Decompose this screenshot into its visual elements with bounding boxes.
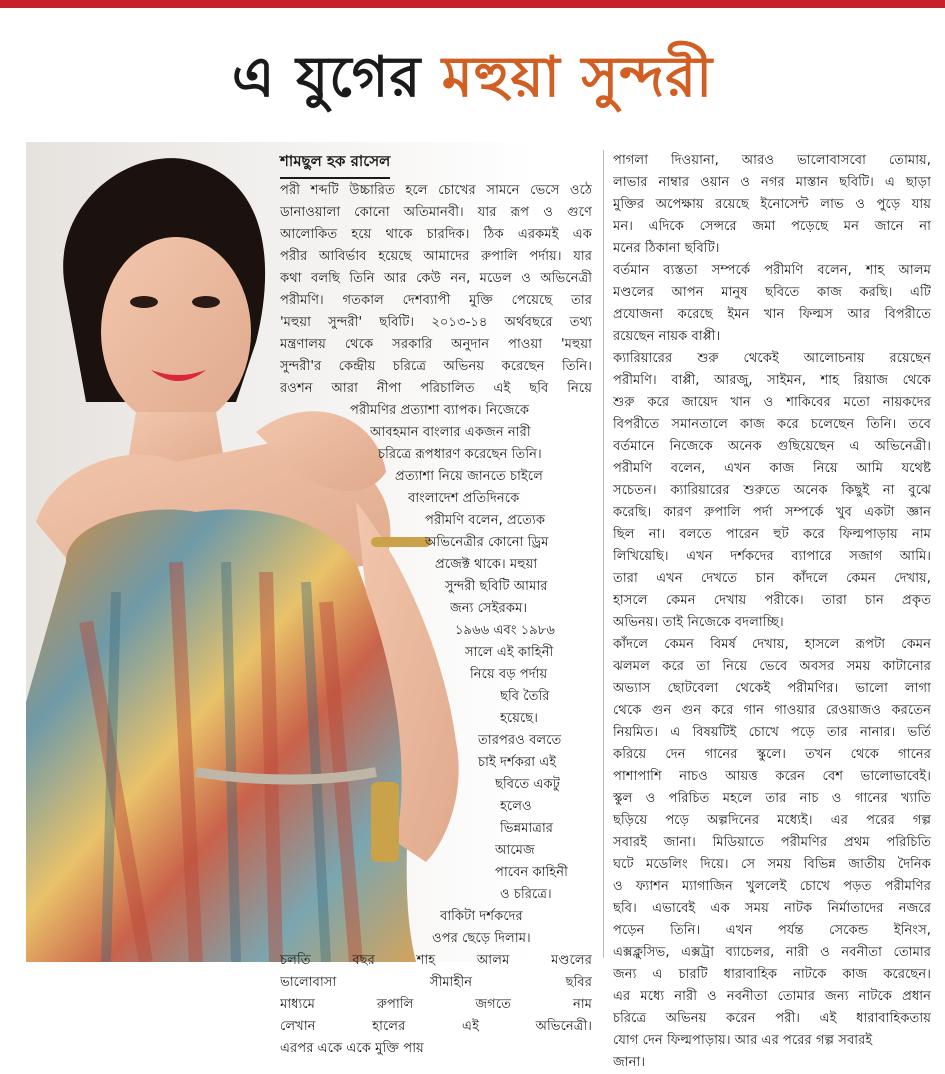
column-2-line: যোগ দেন ফিল্মপাড়ায়। আর এর পরের গল্প সবারই (613, 1033, 873, 1048)
column-1-line: ছবিতে একটু (495, 777, 560, 792)
article-column-1 (280, 180, 592, 1060)
column-2-line: পরীমণি বলেন, এখন কাজ নিয়ে আমি যথেষ্ট (613, 461, 931, 476)
column-1-line: তারপরও বলতে (478, 733, 562, 748)
column-1-line: ভালোবাসা সীমাহীন ছবির (280, 975, 592, 990)
byline: শামছুল হক রাসেল (280, 150, 390, 179)
column-1-line: পরী শব্দটি উচ্চারিত হলে চোখের সামনে ভেসে ওঠে (280, 183, 592, 198)
column-1-line: প্রজেক্ট থাকে। মহুয়া (435, 557, 538, 572)
column-1-line: মন্ত্রণালয় থেকে সরকারি অনুদান পাওয়া 'মহুয়া (280, 337, 592, 352)
column-1-line: আলোকিত হয়ে থাকে চারদিক। ঠিক এরকমই এক (280, 227, 592, 242)
column-2-line: রয়েছেন নায়ক বাপ্পী। (613, 329, 721, 344)
column-1-line: হয়েছে। (500, 711, 539, 726)
column-2-line: মন। এদিকে সেন্সরে জমা পড়েছে মন জানে না (613, 219, 931, 234)
headline-part-2: মহুয়া সুন্দরী (441, 45, 714, 110)
column-2-line: ছবি। এভাবেই এক সময় নাটক নির্মাতাদের নজরে (613, 901, 931, 916)
column-1-line: আমেজ (495, 843, 535, 858)
column-2-line: ছড়িয়ে পড়ে অল্পদিনের মধ্যেই। এর পরের গল্প (613, 813, 931, 828)
column-1-line: 'মহুয়া সুন্দরী' ছবিটি। ২০১৩-১৪ অর্থবছরে তথ্য (280, 315, 592, 330)
column-2-line: ক্যারিয়ারের শুরু থেকেই আলোচনায় রয়েছেন (613, 351, 931, 366)
column-2-line: প্রযোজনা করেছে ইমন খান ফিল্মস আর বিপরীতে (613, 307, 931, 322)
column-2-line: অভ্যাস ছোটবেলা থেকেই পরীমণির। ভালো লাগা (613, 681, 931, 696)
column-2-line: পড়েন তিনি। এখন পর্যন্ত সেকেন্ড ইনিংস, (613, 923, 931, 938)
top-color-bar (0, 0, 945, 8)
column-2-line: মণ্ডলের আপন মানুষ ছবিতে কাজ করছি। এটি (613, 285, 931, 300)
column-2-line: জানা। (613, 1055, 646, 1070)
column-1-line: মাধ্যমে রুপালি জগতে নাম (280, 997, 592, 1012)
column-1-line: প্রত্যাশা নিয়ে জানতে চাইলে (395, 469, 543, 484)
column-2-line: থেকে গুন গুন করে গান গাওয়ার রেওয়াজও করতেন (613, 703, 931, 718)
column-2-line: পরীমণি। বাপ্পী, আরজু, সাইমন, শাহ রিয়াজ থেকে (613, 373, 931, 388)
column-1-line: পাবেন কাহিনী (495, 865, 568, 880)
column-2-line: মনের ঠিকানা ছবিটি। (613, 241, 720, 256)
column-divider (603, 150, 604, 958)
column-2-line: এক্সক্লুসিভ, এক্সট্রা ব্যাচেলর, নারী ও নবনীতা তোমার (613, 945, 931, 960)
column-1-line: ভিন্নমাত্রার (500, 821, 554, 836)
column-2-line: ঘটে মডেলিং দিয়ে। সে সময় বিভিন্ন জাতীয় দৈনিক (613, 857, 931, 872)
article-column-2 (613, 150, 931, 1074)
column-2-line: করিয়ে দেন গানের স্কুলে। তখন থেকে গানের (613, 747, 931, 762)
column-2-line: ঝলমল করে তা নিয়ে ভেবে অবসর সময় কাটানোর (613, 659, 931, 674)
column-1-line: সুন্দরী'র কেন্দ্রীয় চরিত্রে অভিনয় করেছেন তিনি। (280, 359, 592, 374)
column-1-line: চাই দর্শকরা এই (478, 755, 557, 770)
column-1-line: ডানাওয়ালা কোনো অতিমানবী। যার রূপ ও গুণে (280, 205, 592, 220)
column-2-line: ও ফ্যাশন ম্যাগাজিন খুললেই চোখে পড়ত পরীমণির (613, 879, 931, 894)
column-1-line: বাংলাদেশ প্রতিদিনকে (408, 491, 520, 506)
column-2-line: শুরু করে জায়েদ খান ও শাকিবের মতো নায়কদের (613, 395, 931, 410)
column-2-line: পাগলা দিওয়ানা, আরও ভালোবাসবো তোমায়, (613, 153, 931, 168)
column-2-line: লিখিয়েছি। এখন দর্শকদের ব্যাপারে সজাগ আমি। (613, 549, 931, 564)
column-2-line: ছিল না। বলতে পারেন হুট করে ফিল্মপাড়ায় নাম (613, 527, 931, 542)
column-1-line: চরিত্রে রূপধারণ করেছেন তিনি। (378, 447, 542, 462)
column-2-line: সবারই জানা। মিডিয়াতে পরীমণির প্রথম পরিচিতি (613, 835, 931, 850)
column-1-line: নিয়ে বড় পর্দায় (470, 667, 548, 682)
column-2-line: পাশাপাশি নাচও আয়ত্ত করেন বেশ ভালোভাবেই। (613, 769, 931, 784)
column-1-line: পরীমণির প্রত্যাশা ব্যাপক। নিজেকে (350, 403, 530, 418)
column-2-line: করেছি। কারণ রুপালি পর্দা সম্পর্কে খুব একটা জ্ঞান (613, 505, 931, 520)
headline (0, 38, 945, 118)
column-1-line: জন্য সেইরকম। (450, 601, 528, 616)
column-1-line: কথা বলছি তিনি আর কেউ নন, মডেল ও অভিনেত্রী (280, 271, 592, 286)
column-1-line: ১৯৬৬ এবং ১৯৮৬ (455, 623, 555, 638)
column-1-line: অভিনেত্রীর কোনো ড্রিম (425, 535, 549, 550)
column-1-line: রওশন আরা নীপা পরিচালিত এই ছবি নিয়ে (280, 381, 592, 396)
column-1-line: এরপর একে একে মুক্তি পায় (280, 1041, 424, 1056)
column-2-line: বর্তমান ব্যস্ততা সম্পর্কে পরীমণি বলেন, শাহ আলম (613, 263, 931, 278)
column-1-line: লেখান হালের এই অভিনেত্রী। (280, 1019, 592, 1034)
column-2-line: চরিত্রে অভিনয় করেন পরী। এই ধারাবাহিকতায় (613, 1011, 931, 1026)
column-1-line: আবহমান বাংলার একজন নারী (370, 425, 531, 440)
column-1-line: ছবি তৈরি (500, 689, 550, 704)
column-1-line: সুন্দরী ছবিটি আমার (445, 579, 548, 594)
column-1-line: পরীর আবির্ভাব হয়েছে আমাদের রুপালি পর্দায়। যার (280, 249, 592, 264)
column-1-line: ও চরিত্রে। (500, 887, 552, 902)
column-2-line: বর্তমানে নিজেকে অনেক গুছিয়েছেন এ অভিনেত্রী। (613, 439, 931, 454)
column-1-line: পরীমণি। গতকাল দেশব্যাপী মুক্তি পেয়েছে তার (280, 293, 592, 308)
column-2-line: লাভার নাম্বার ওয়ান ও নগর মাস্তান ছবিটি। এ ছাড়া (613, 175, 931, 190)
column-1-line: সালে এই কাহিনী (465, 645, 554, 660)
column-2-line: তারা এখন দেখতে চান কাঁদলে কেমন দেখায়, (613, 571, 931, 586)
column-2-line: সচেতন। ক্যারিয়ারের শুরুতে অনেক কিছুই না বুঝে (613, 483, 931, 498)
column-2-line: কাঁদলে কেমন বিমর্ষ দেখায়, হাসলে রূপটা কেমন (613, 637, 931, 652)
column-2-line: হাসলে কেমন দেখায় পরীকে। তারা চান প্রকৃত (613, 593, 931, 608)
column-2-line: বিপরীতে সমানতালে কাজ করে চলেছেন তিনি। তবে (613, 417, 931, 432)
column-2-line: স্কুল ও পরিচিত মহলে তার নাচ ও গানের খ্যাতি (613, 791, 931, 806)
column-2-line: জন্য এ চারটি ধারাবাহিক নাটকে কাজ করেছেন। (613, 967, 931, 982)
column-1-line: চলতি বছর শাহ আলম মণ্ডলের (280, 953, 592, 968)
column-1-line: বাকিটা দর্শকদের (440, 909, 523, 924)
column-2-line: অভিনয়। তাই নিজেকে বদলাচ্ছি। (613, 615, 784, 630)
column-2-line: মুক্তির অপেক্ষায় রয়েছে ইনোসেন্ট লাভ ও পুড়ে যায় (613, 197, 931, 212)
column-1-line: ওপর ছেড়ে দিলাম। (432, 931, 531, 946)
column-2-line: নিয়মিত। এ বিষয়টিই চোখে পড়ে তার নানার। ভর্তি (613, 725, 931, 740)
column-1-line: হলেও (500, 799, 532, 814)
column-1-line: পরীমণি বলেন, প্রত্যেক (425, 513, 546, 528)
column-2-line: এর মধ্যে নারী ও নবনীতা তোমার জন্য নাটকে প্রধান (613, 989, 931, 1004)
headline-part-1: এ যুগের (231, 45, 422, 110)
